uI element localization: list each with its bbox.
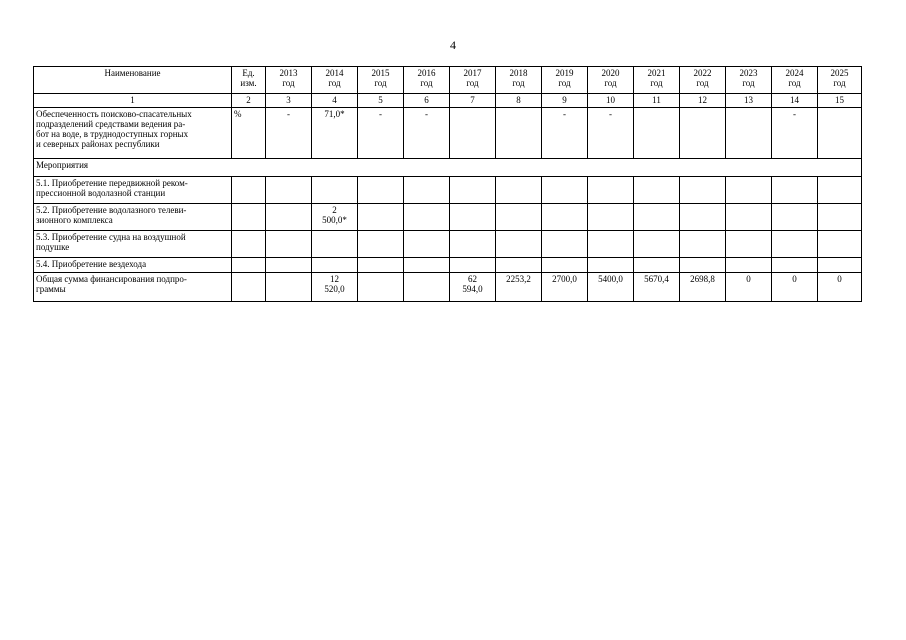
column-number-cell: 12 xyxy=(680,94,726,108)
row-value-cell xyxy=(588,108,634,159)
row-value-cell xyxy=(358,204,404,231)
row-value-cell xyxy=(266,231,312,258)
row-unit-cell xyxy=(232,258,266,273)
table-row xyxy=(34,108,862,159)
header-year-line: год xyxy=(742,78,755,88)
header-year-line: 2013 xyxy=(279,68,298,78)
header-year-line: год xyxy=(650,78,663,88)
row-value-cell xyxy=(404,204,450,231)
header-year-line: год xyxy=(788,78,801,88)
row-value-line: 0 xyxy=(792,274,797,284)
row-value-line: - xyxy=(379,109,382,119)
row-value-cell xyxy=(542,108,588,159)
row-value-line: 62 xyxy=(468,274,477,284)
row-value-cell xyxy=(726,108,772,159)
row-value-cell xyxy=(404,258,450,273)
table-row xyxy=(34,273,862,302)
row-value-cell xyxy=(680,231,726,258)
row-name-line: и северных районах республики xyxy=(36,139,160,149)
financing-table xyxy=(33,66,862,302)
header-year-line: 2016 xyxy=(417,68,436,78)
column-number-cell: 2 xyxy=(232,94,266,108)
row-value-cell xyxy=(358,258,404,273)
row-value-cell xyxy=(588,177,634,204)
column-number-cell: 3 xyxy=(266,94,312,108)
row-value-line: 2253,2 xyxy=(506,274,531,284)
row-value-cell xyxy=(726,204,772,231)
header-year-cell xyxy=(542,67,588,94)
row-value-line: - xyxy=(793,109,796,119)
row-value-cell xyxy=(496,231,542,258)
header-year-line: год xyxy=(420,78,433,88)
row-value-cell xyxy=(358,273,404,302)
row-name-cell xyxy=(34,273,232,302)
column-number-cell: 5 xyxy=(358,94,404,108)
row-value-cell xyxy=(312,204,358,231)
header-year-cell xyxy=(588,67,634,94)
row-value-cell xyxy=(312,108,358,159)
column-number-cell: 15 xyxy=(818,94,862,108)
row-value-line: 520,0 xyxy=(324,284,345,294)
row-value-cell xyxy=(818,204,862,231)
row-value-cell xyxy=(542,177,588,204)
header-year-line: год xyxy=(558,78,571,88)
row-value-cell xyxy=(818,231,862,258)
column-number-cell: 14 xyxy=(772,94,818,108)
row-value-cell xyxy=(450,204,496,231)
header-year-line: 2020 xyxy=(601,68,620,78)
row-value-cell xyxy=(450,231,496,258)
row-value-cell xyxy=(496,273,542,302)
header-year-cell xyxy=(818,67,862,94)
row-value-cell xyxy=(496,258,542,273)
row-unit-cell xyxy=(232,231,266,258)
row-value-cell xyxy=(496,108,542,159)
header-year-cell xyxy=(680,67,726,94)
header-year-line: 2015 xyxy=(371,68,390,78)
header-year-line: год xyxy=(466,78,479,88)
row-value-cell xyxy=(312,258,358,273)
header-year-line: 2022 xyxy=(693,68,712,78)
row-value-cell xyxy=(726,177,772,204)
row-name-cell xyxy=(34,108,232,159)
row-name-line: прессионной водолазной станции xyxy=(36,188,166,198)
header-year-line: 2014 xyxy=(325,68,344,78)
row-value-cell xyxy=(312,177,358,204)
header-year-cell xyxy=(772,67,818,94)
row-value-cell xyxy=(266,273,312,302)
header-year-line: 2021 xyxy=(647,68,666,78)
header-year-line: 2018 xyxy=(509,68,528,78)
header-name-cell xyxy=(34,67,232,94)
row-unit-cell xyxy=(232,204,266,231)
row-value-cell xyxy=(266,204,312,231)
row-name-cell xyxy=(34,231,232,258)
row-value-line: 2698,8 xyxy=(690,274,715,284)
header-year-line: год xyxy=(833,78,846,88)
row-value-cell xyxy=(358,108,404,159)
row-value-line: 71,0* xyxy=(324,109,345,119)
row-value-cell xyxy=(358,177,404,204)
row-name-line: 5.1. Приобретение передвижной реком- xyxy=(36,178,188,188)
row-unit-cell: % xyxy=(232,108,266,159)
header-year-line: год xyxy=(604,78,617,88)
row-value-cell xyxy=(542,204,588,231)
row-value-line: 5670,4 xyxy=(644,274,669,284)
header-year-cell xyxy=(450,67,496,94)
row-value-cell xyxy=(588,231,634,258)
row-value-line: 5400,0 xyxy=(598,274,623,284)
header-year-line: год xyxy=(696,78,709,88)
row-value-cell xyxy=(726,231,772,258)
row-name-line: 5.3. Приобретение судна на воздушной xyxy=(36,232,186,242)
table-row xyxy=(34,177,862,204)
row-value-cell xyxy=(450,108,496,159)
row-value-line: 2 xyxy=(332,205,337,215)
row-name-line: 5.4. Приобретение вездехода xyxy=(36,259,147,269)
table-row xyxy=(34,258,862,273)
row-value-line: - xyxy=(609,109,612,119)
column-number-cell: 8 xyxy=(496,94,542,108)
page-number: 4 xyxy=(450,38,456,52)
header-year-line: 2019 xyxy=(555,68,574,78)
row-value-cell xyxy=(634,177,680,204)
column-number-cell: 11 xyxy=(634,94,680,108)
row-value-cell xyxy=(358,231,404,258)
row-name-line: Обеспеченность поисково-спасательных xyxy=(36,109,192,119)
header-year-line: год xyxy=(282,78,295,88)
row-value-cell xyxy=(404,273,450,302)
header-year-line: год xyxy=(374,78,387,88)
row-value-cell xyxy=(772,231,818,258)
header-year-cell xyxy=(266,67,312,94)
row-unit-cell xyxy=(232,177,266,204)
header-year-cell xyxy=(404,67,450,94)
header-year-line: 2024 xyxy=(785,68,804,78)
row-value-cell xyxy=(450,258,496,273)
row-value-cell xyxy=(680,177,726,204)
row-name-cell xyxy=(34,258,232,273)
row-value-cell xyxy=(496,204,542,231)
row-value-cell xyxy=(772,258,818,273)
header-unit-line: Ед. xyxy=(242,68,255,78)
row-value-cell xyxy=(542,273,588,302)
section-row xyxy=(34,159,862,177)
row-value-cell xyxy=(680,204,726,231)
header-year-line: 2023 xyxy=(739,68,758,78)
row-name-line: Общая сумма финансирования подпро- xyxy=(36,274,187,284)
header-year-line: 2025 xyxy=(830,68,849,78)
row-name-line: подушке xyxy=(36,242,70,252)
row-value-cell xyxy=(634,108,680,159)
row-value-cell xyxy=(588,258,634,273)
row-value-cell xyxy=(680,258,726,273)
column-number-cell: 13 xyxy=(726,94,772,108)
row-value-cell xyxy=(634,204,680,231)
row-value-cell xyxy=(266,177,312,204)
section-title-cell: Мероприятия xyxy=(34,159,862,177)
row-value-line: 12 xyxy=(330,274,339,284)
table-row xyxy=(34,204,862,231)
row-value-cell xyxy=(772,273,818,302)
column-number-cell: 4 xyxy=(312,94,358,108)
row-value-cell xyxy=(726,258,772,273)
row-value-cell xyxy=(266,258,312,273)
column-number-row xyxy=(34,94,862,108)
header-unit-line: изм. xyxy=(240,78,257,88)
row-unit-cell xyxy=(232,273,266,302)
header-year-cell xyxy=(726,67,772,94)
row-value-cell xyxy=(496,177,542,204)
row-value-line: 0 xyxy=(837,274,842,284)
row-value-cell xyxy=(588,273,634,302)
header-year-cell xyxy=(312,67,358,94)
row-name-line: граммы xyxy=(36,284,66,294)
header-year-cell xyxy=(358,67,404,94)
row-value-cell xyxy=(634,231,680,258)
table-row xyxy=(34,231,862,258)
row-name-line: 5.2. Приобретение водолазного телеви- xyxy=(36,205,187,215)
row-name-cell xyxy=(34,204,232,231)
row-value-cell xyxy=(634,273,680,302)
row-value-cell xyxy=(450,273,496,302)
column-number-cell: 1 xyxy=(34,94,232,108)
column-number-cell: 7 xyxy=(450,94,496,108)
row-value-line: 500,0* xyxy=(322,215,347,225)
row-value-cell xyxy=(772,177,818,204)
row-name-line: подразделений средствами ведения ра- xyxy=(36,119,186,129)
row-name-line: бот на воде, в труднодоступных горных xyxy=(36,129,189,139)
column-number-cell: 10 xyxy=(588,94,634,108)
row-value-cell xyxy=(726,273,772,302)
row-value-cell xyxy=(680,273,726,302)
header-year-line: год xyxy=(328,78,341,88)
header-year-cell xyxy=(634,67,680,94)
row-value-cell xyxy=(680,108,726,159)
header-year-line: год xyxy=(512,78,525,88)
row-value-cell xyxy=(404,108,450,159)
row-value-cell xyxy=(312,231,358,258)
column-number-cell: 9 xyxy=(542,94,588,108)
row-value-line: 2700,0 xyxy=(552,274,577,284)
row-value-cell xyxy=(542,231,588,258)
row-value-cell xyxy=(312,273,358,302)
row-value-cell xyxy=(818,108,862,159)
row-value-cell xyxy=(634,258,680,273)
row-value-cell xyxy=(266,108,312,159)
row-value-cell xyxy=(542,258,588,273)
row-value-line: - xyxy=(563,109,566,119)
row-value-line: - xyxy=(287,109,290,119)
row-value-cell xyxy=(404,231,450,258)
row-value-cell xyxy=(818,177,862,204)
row-value-cell xyxy=(772,204,818,231)
row-value-line: 0 xyxy=(746,274,751,284)
row-value-line: - xyxy=(425,109,428,119)
row-name-line: зионного комплекса xyxy=(36,215,113,225)
row-value-cell xyxy=(772,108,818,159)
row-value-line: 594,0 xyxy=(462,284,483,294)
header-year-cell xyxy=(496,67,542,94)
row-value-cell xyxy=(588,204,634,231)
row-value-cell xyxy=(450,177,496,204)
column-number-cell: 6 xyxy=(404,94,450,108)
header-year-line: 2017 xyxy=(463,68,482,78)
row-name-cell xyxy=(34,177,232,204)
row-value-cell xyxy=(818,258,862,273)
header-unit-cell xyxy=(232,67,266,94)
header-name-line: Наименование xyxy=(104,68,161,78)
row-value-cell xyxy=(404,177,450,204)
header-row xyxy=(34,67,862,94)
row-value-cell xyxy=(818,273,862,302)
